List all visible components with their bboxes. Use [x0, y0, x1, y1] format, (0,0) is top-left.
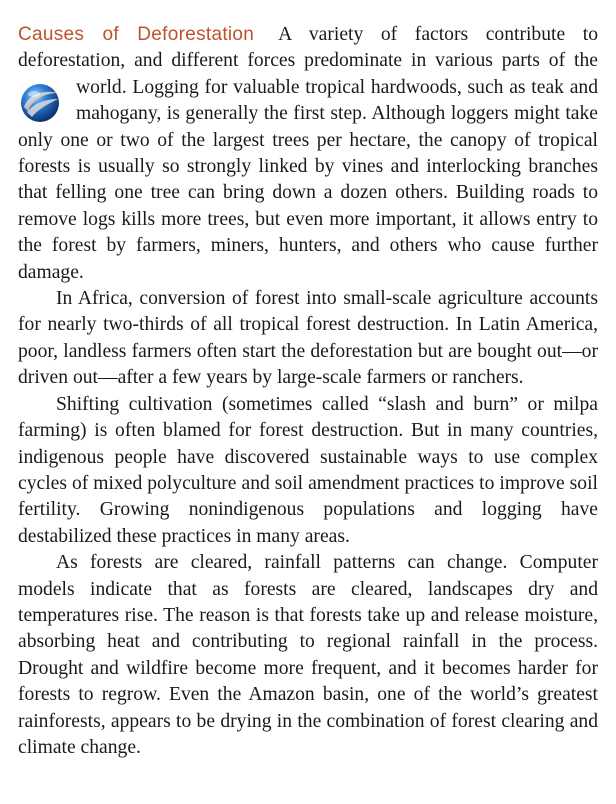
paragraph-1	[18, 22, 598, 286]
paragraph-1-text: A variety of factors contribute to deforestation, and different forces predominate in various parts of the world. Logging for valuable tropical hardwoods, such as teak and mahogany, is generally the first step. Although loggers might take only one or two of the largest trees per hectare, the canopy of tropical forests is usually so strongly linked by vines and interlocking branches that felling one tree can bring down a dozen others. Building roads to remove logs kills more trees, but even more important, it allows entry to the forest by farmers, miners, hunters, and others who cause further damage.	[18, 24, 599, 283]
paragraph-2: In Africa, conversion of forest into small-scale agriculture accounts for nearly two-thirds of all tropical forest destruction. In Latin America, poor, landless farmers often start the deforestation but are bought out—or driven out—after a few years by large-scale farmers or ranchers.	[18, 288, 598, 389]
paragraph-4: As forests are cleared, rainfall patterns can change. Computer models indicate that as forests are cleared, landscapes dry and temperatures rise. The reason is that forests take up and release moisture, absorbing heat and contributing to regional rainfall in the process. Drought and wildfire become more frequent, and it becomes harder for forests to regrow. Even the Amazon basin, one of the world’s greatest rainforests, appears to be drying in the combination of forest clearing and climate change.	[18, 552, 598, 758]
paragraph-3: Shifting cultivation (sometimes called “slash and burn” or milpa farming) is often blamed for forest destruction. But in many countries, indigenous people have discovered sustainable ways to use complex cycles of mixed polyculture and soil amendment practices to improve soil fertility. Growing nonindigenous populations and logging have destabilized these practices in many areas.	[18, 393, 598, 547]
section-heading: Causes of Deforestation	[18, 24, 255, 45]
google-earth-globe-icon	[18, 81, 70, 125]
document-body	[18, 22, 598, 761]
